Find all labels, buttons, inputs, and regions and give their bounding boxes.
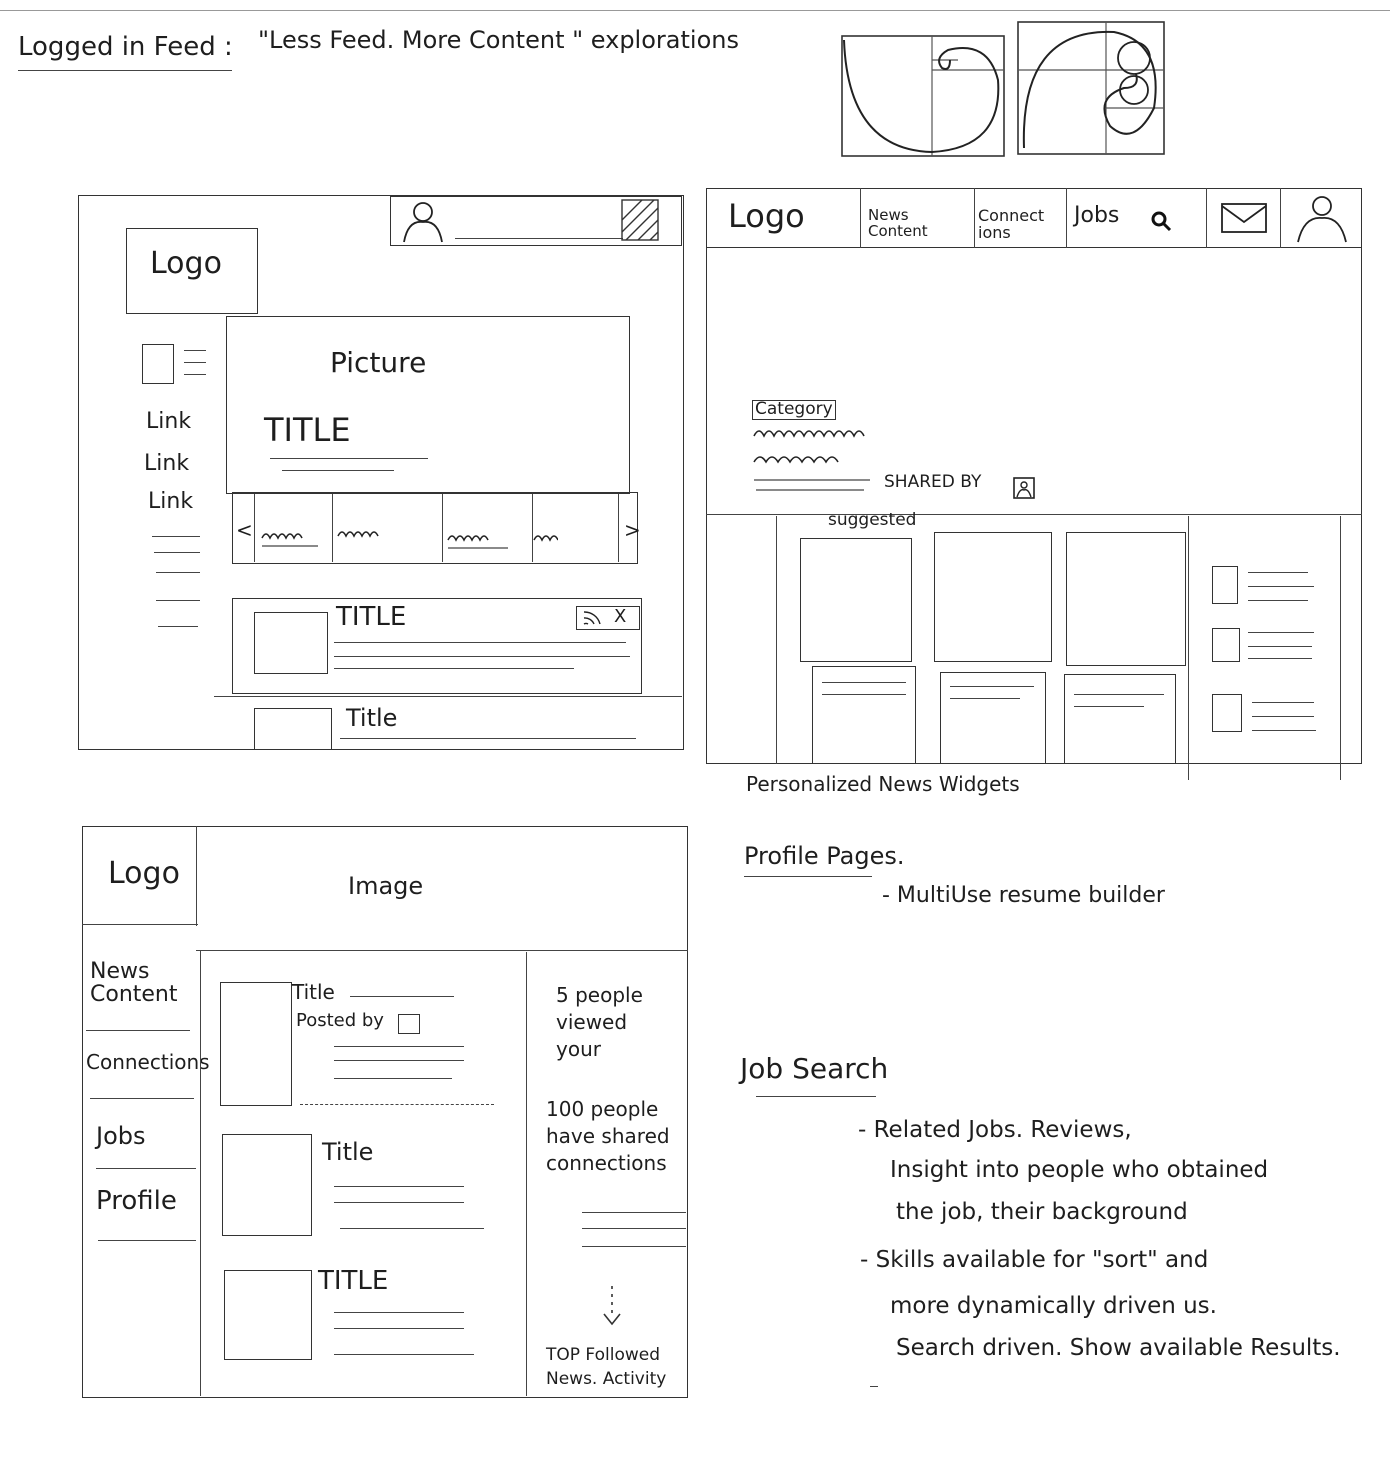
hero-bottom-edge [706, 514, 1362, 515]
search-icon[interactable] [1148, 208, 1174, 234]
feed-item-title: Title [292, 980, 335, 1004]
nav-line [156, 572, 200, 573]
carousel-next-arrow[interactable]: > [624, 518, 641, 542]
grid-vline [1340, 516, 1341, 780]
text-line [1252, 702, 1314, 703]
golden-spiral-doodle-icon [838, 30, 1008, 160]
nav-divider [86, 1030, 190, 1031]
widget-tile[interactable] [1066, 532, 1186, 666]
user-avatar-icon[interactable] [1290, 192, 1354, 244]
feed-thumbnail [220, 982, 292, 1106]
text-line [950, 686, 1034, 687]
squiggle-icon [750, 422, 890, 494]
text-line [334, 1312, 464, 1313]
grid-vline [1188, 516, 1189, 780]
bullet-dash [870, 1386, 878, 1387]
poster-avatar[interactable] [398, 1014, 420, 1034]
profile-note-1: - MultiUse resume builder [882, 883, 1165, 908]
menu-hatched-icon[interactable] [620, 198, 660, 242]
nav-line [156, 600, 200, 601]
heading-underline [756, 1096, 876, 1097]
nav-divider [974, 188, 975, 248]
sketch1-link-3[interactable]: Link [148, 489, 194, 514]
sketch1-link-1[interactable]: Link [146, 409, 192, 434]
nav-divider [1280, 188, 1281, 248]
feed-card-thumbnail [254, 708, 332, 750]
hero-bottom-edge [196, 950, 688, 951]
close-icon[interactable]: X [614, 606, 627, 627]
nav-divider [96, 1168, 196, 1169]
text-line [334, 1186, 464, 1187]
nav-divider [98, 1240, 196, 1241]
feed-left-edge [200, 950, 201, 1396]
text-line [334, 1078, 452, 1079]
text-line [1248, 586, 1314, 587]
sketch2-suggested: suggested [828, 510, 917, 530]
sketch3-nav-connections[interactable]: Connections [86, 1050, 210, 1074]
sketch2-nav-connections[interactable]: Connect ions [978, 206, 1045, 242]
carousel-prev-arrow[interactable]: < [236, 518, 253, 542]
text-line [1074, 694, 1164, 695]
nav-line [184, 374, 206, 375]
nav-line [184, 362, 206, 363]
sketch3-nav-profile[interactable]: Profile [96, 1186, 177, 1216]
sketch2-nav-news[interactable]: News Content [868, 206, 928, 240]
sketch2-shared-by: SHARED BY [884, 472, 982, 492]
sketch1-picture-label: Picture [330, 346, 427, 379]
text-line [1252, 730, 1316, 731]
feed-thumbnail [222, 1134, 312, 1236]
text-line [582, 1246, 686, 1247]
sketch1-nav-thumb [142, 344, 174, 384]
text-line [334, 1354, 474, 1355]
nav-divider [90, 1098, 194, 1099]
title-line [270, 458, 428, 459]
carousel-divider [618, 494, 619, 562]
job-note-3: the job, their background [896, 1199, 1188, 1225]
user-avatar-icon[interactable] [394, 198, 452, 244]
card-divider [214, 696, 682, 697]
search-underline [455, 238, 623, 239]
text-line [1248, 572, 1308, 573]
nav-line [158, 626, 198, 627]
nav-divider [1066, 188, 1067, 248]
sketch1-logo: Logo [150, 246, 222, 281]
squiggle-icon [258, 528, 558, 552]
page-title: Logged in Feed : [18, 32, 233, 62]
sketch1-link-2[interactable]: Link [144, 451, 190, 476]
feed-right-edge [526, 952, 527, 1396]
job-note-4: - Skills available for "sort" and [860, 1247, 1209, 1273]
widget-profile-views: 5 people viewed your [556, 983, 643, 1061]
sketch3-sidebar-divider [196, 826, 197, 926]
text-line [950, 698, 1020, 699]
text-line [334, 642, 626, 643]
nav-line [184, 350, 206, 351]
top-rule [0, 10, 1390, 11]
nav-line [152, 536, 200, 537]
widget-top-followed: TOP Followed News. Activity [546, 1345, 667, 1389]
feed-item-title: Title [322, 1138, 374, 1166]
text-line [340, 738, 636, 739]
sketch2-logo: Logo [728, 197, 805, 235]
sketch1-hero-picture [226, 316, 630, 494]
job-note-5: more dynamically driven us. [890, 1293, 1217, 1319]
sketch3-nav-news[interactable]: News Content [90, 959, 178, 1008]
widget-tile[interactable] [800, 538, 912, 662]
feed-card-thumbnail [254, 612, 328, 674]
title-underline [18, 70, 232, 71]
text-line [350, 996, 454, 997]
carousel-divider [254, 494, 255, 562]
text-line [334, 656, 630, 657]
text-line [334, 1202, 464, 1203]
feed-thumbnail [224, 1270, 312, 1360]
widget-shared-connections: 100 people have shared connections [546, 1097, 670, 1175]
text-line [582, 1212, 686, 1213]
widget-tile[interactable] [812, 666, 916, 764]
golden-spiral-grid-doodle-icon [1014, 18, 1170, 160]
job-note-1: - Related Jobs. Reviews, [858, 1117, 1132, 1143]
nav-line [154, 552, 200, 553]
text-line [1248, 632, 1314, 633]
logo-underline [82, 924, 198, 925]
sketch3-nav-jobs[interactable]: Jobs [96, 1122, 146, 1150]
heading-underline [744, 876, 872, 877]
grid-vline [776, 516, 777, 764]
text-line [1248, 600, 1308, 601]
text-line [582, 1228, 686, 1229]
feed-item-posted-by: Posted by [296, 1010, 384, 1031]
nav-divider [860, 188, 861, 248]
text-line [334, 668, 574, 669]
feed-card-title: Title [346, 704, 398, 732]
page-subtitle: "Less Feed. More Content " explorations [258, 26, 739, 54]
list-thumb [1212, 628, 1240, 662]
mail-icon[interactable] [1220, 202, 1268, 234]
title-line [282, 470, 394, 471]
text-line [822, 694, 906, 695]
text-line [1252, 716, 1314, 717]
text-line [1248, 658, 1312, 659]
sketch1-hero-title: TITLE [264, 411, 351, 449]
text-line [334, 1046, 464, 1047]
text-line [1074, 706, 1144, 707]
text-line [334, 1060, 464, 1061]
sketch2-nav-jobs[interactable]: Jobs [1074, 203, 1120, 228]
text-line [300, 1104, 494, 1105]
text-line [1248, 646, 1312, 647]
sketch2-caption: Personalized News Widgets [746, 772, 1020, 796]
feed-item-title: TITLE [318, 1266, 389, 1296]
text-line [822, 682, 906, 683]
widget-tile[interactable] [1064, 674, 1176, 764]
job-search-heading: Job Search [740, 1052, 889, 1085]
list-thumb [1212, 566, 1238, 604]
text-line [334, 1328, 464, 1329]
feed-card-title: TITLE [336, 602, 407, 632]
nav-divider [1206, 188, 1207, 248]
sketch2-category[interactable]: Category [752, 400, 836, 420]
text-line [340, 1228, 484, 1229]
job-note-6: Search driven. Show available Results. [896, 1335, 1341, 1361]
job-note-2: Insight into people who obtained [890, 1157, 1269, 1183]
widget-tile[interactable] [934, 532, 1052, 662]
list-thumb [1212, 694, 1242, 732]
scroll-down-arrow-icon[interactable] [600, 1284, 624, 1328]
sketch3-image-label: Image [348, 872, 424, 900]
profile-pages-heading: Profile Pages. [744, 842, 905, 870]
sketch3-logo: Logo [108, 856, 180, 891]
user-avatar-icon[interactable] [1012, 476, 1036, 500]
rss-icon[interactable] [580, 608, 604, 628]
